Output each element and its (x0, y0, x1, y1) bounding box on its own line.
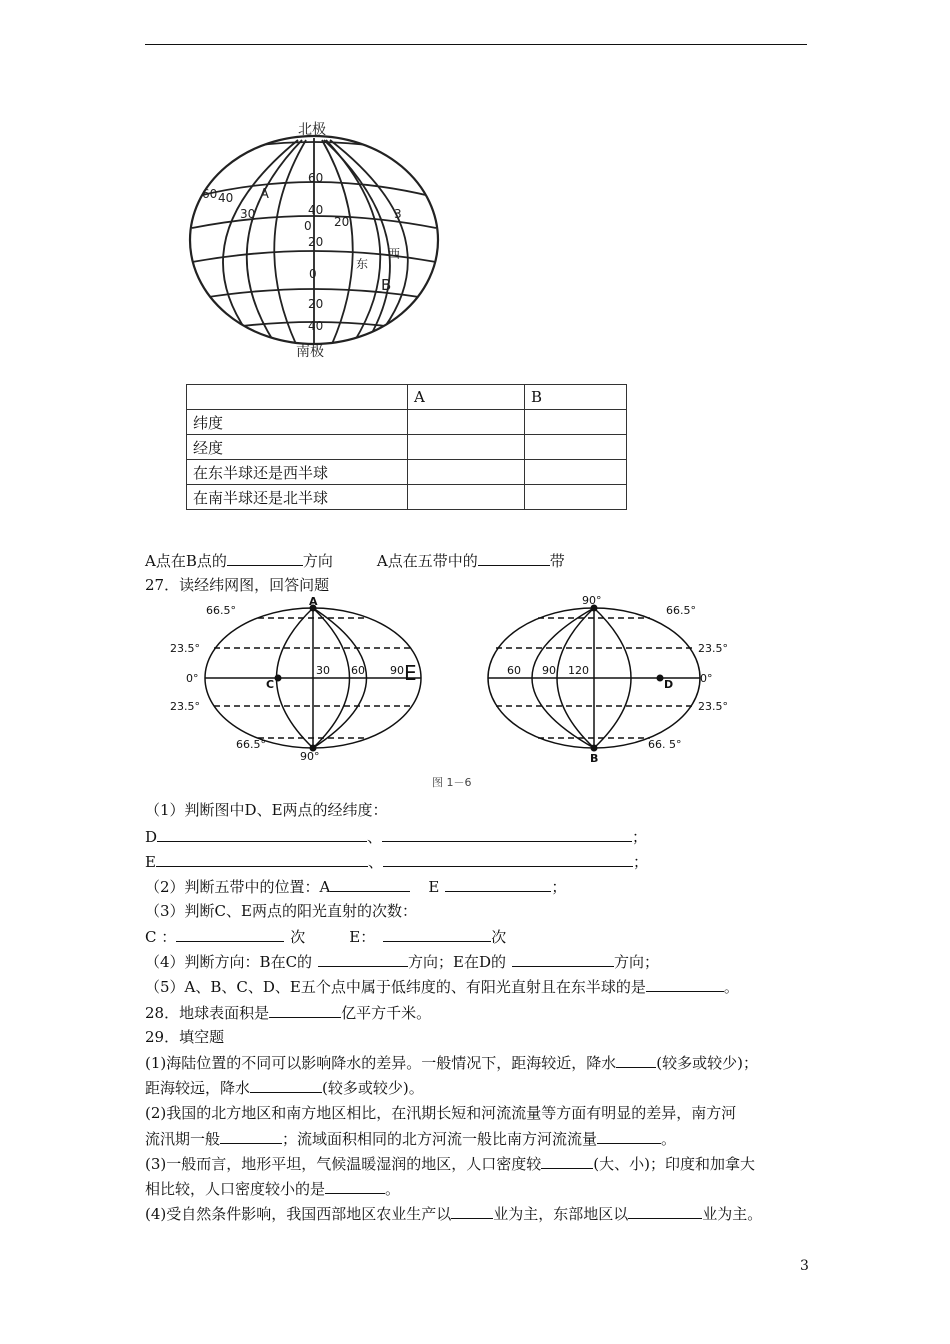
q28-text: 28．地球表面积是 (145, 1004, 270, 1022)
q27-sub1: （1）判断图中D、E两点的经纬度： (145, 801, 388, 819)
q27-text: E (428, 878, 440, 896)
globe-lat-0: 0 (309, 267, 317, 281)
globe-lon-east: 东 (356, 257, 369, 271)
q29-text: (3)一般而言，地形平坦，气候温暖湿润的地区，人口密度较 (145, 1155, 542, 1173)
answer-blank[interactable] (176, 926, 284, 942)
d-label: D (145, 828, 158, 846)
south-pole-label: 南极 (296, 344, 324, 360)
table-header-cell (187, 385, 408, 410)
left-bottom-lon: 90° (300, 750, 320, 763)
table-row (187, 385, 627, 410)
answer-blank[interactable] (512, 951, 614, 967)
q28-text: 亿平方千米。 (341, 1004, 432, 1022)
left-lon-30: 30 (316, 664, 330, 677)
q29-text: 。 (385, 1180, 401, 1198)
right-lat-235n: 23.5° (698, 642, 728, 655)
table-cell-b (525, 460, 627, 485)
q29-text: 流汛期一般 (145, 1130, 221, 1148)
table-cell-a (408, 435, 525, 460)
q29-p3-l2 (145, 1178, 400, 1199)
q27-text: C ： (145, 928, 177, 946)
q28-line (145, 1002, 431, 1023)
answer-blank[interactable] (383, 851, 633, 867)
table-row-label: 在东半球还是西半球 (187, 460, 408, 485)
q29-text: (1)海陆位置的不同可以影响降水的差异。一般情况下，距海较近，降水 (145, 1054, 617, 1072)
right-point-d-dot (657, 675, 664, 682)
right-point-b-dot (591, 745, 598, 752)
q27-sub3: （3）判断C、E两点的阳光直射的次数： (145, 902, 417, 920)
table-header-b: B (525, 385, 627, 410)
answer-blank[interactable] (157, 826, 367, 842)
q29-p1-l1 (145, 1052, 758, 1073)
table-header-a: A (408, 385, 525, 410)
left-point-e-label: E (404, 661, 417, 685)
q27-text: （5）A、B、C、D、E五个点中属于低纬度的、有阳光直射且在东半球的是 (145, 978, 646, 996)
answer-blank[interactable] (445, 876, 551, 892)
end: ； (632, 853, 648, 871)
q29-text: 业为主，东部地区以 (493, 1205, 629, 1223)
q27-text: （2）判断五带中的位置：A (145, 878, 331, 896)
q27-sub4 (145, 951, 659, 972)
globe-figure (178, 118, 450, 380)
globe-char-3: 3 (394, 207, 402, 221)
q26-text: A点在五带中的 (376, 552, 478, 570)
right-point-d-label: D (664, 678, 674, 691)
left-lat-235s: 23.5° (170, 700, 200, 713)
left-point-a-label: A (309, 596, 318, 608)
right-lon-60: 60 (507, 664, 521, 677)
end: ； (632, 828, 648, 846)
q27-sub5 (145, 976, 739, 997)
q29-text: (较多或较少)； (656, 1054, 758, 1072)
globe-point-a: A (260, 187, 269, 202)
answer-blank[interactable] (250, 1077, 322, 1093)
left-lat-665s: 66.5° (236, 738, 266, 751)
left-lat-665n: 66.5° (206, 604, 236, 617)
q29-text: 相比较，人口密度较小的是 (145, 1180, 326, 1198)
q29-p2-l2 (145, 1128, 676, 1149)
table-cell-a (408, 410, 525, 435)
right-lat-665n: 66.5° (666, 604, 696, 617)
left-lon-90: 90 (390, 664, 404, 677)
globe-lon-20: 20 (334, 215, 350, 229)
table-cell-a (408, 460, 525, 485)
lat-lon-grid-figure (170, 596, 750, 788)
sep: 、 (367, 853, 383, 871)
answer-blank[interactable] (269, 1002, 341, 1018)
q27-d-line (145, 826, 647, 847)
q27-e-line (145, 851, 648, 872)
table-row-label: 纬度 (187, 410, 408, 435)
q27-text: 次 (290, 928, 306, 946)
answer-blank[interactable] (646, 976, 724, 992)
table-row (187, 460, 627, 485)
q27-title: 27．读经纬网图，回答问题 (145, 576, 330, 594)
right-lat-665s: 66. 5° (648, 738, 682, 751)
header-rule (145, 44, 807, 45)
q29-p1-l2 (145, 1077, 424, 1098)
table-cell-b (525, 435, 627, 460)
q29-p3-l1 (145, 1153, 755, 1174)
globe-lon-60: 60 (202, 187, 218, 201)
globe-lon-west: 西 (388, 247, 401, 261)
q29-text: ；流域面积相同的北方河流一般比南方河流流量 (282, 1130, 598, 1148)
table-row-label: 经度 (187, 435, 408, 460)
q26-text: 带 (549, 552, 565, 570)
q29-p4 (145, 1203, 762, 1224)
answer-blank[interactable] (541, 1153, 593, 1169)
globe-lon-30: 30 (240, 207, 256, 221)
globe-lat-20: 20 (308, 235, 324, 249)
answer-blank[interactable] (220, 1128, 282, 1144)
left-lon-60: 60 (351, 664, 365, 677)
answer-blank[interactable] (156, 851, 368, 867)
q26-direction-line (145, 550, 565, 571)
globe-lat-40: 40 (308, 203, 324, 217)
answer-blank[interactable] (628, 1203, 702, 1219)
q27-text: 方向； (614, 953, 660, 971)
table-cell-b (525, 485, 627, 510)
globe-point-b: B (381, 276, 392, 294)
right-top-lon: 90° (582, 596, 602, 607)
q27-text: 方向；E在D的 (408, 953, 507, 971)
globe-lon-40: 40 (218, 191, 234, 205)
q29-text: (较多或较少)。 (322, 1079, 424, 1097)
table-row (187, 485, 627, 510)
figure-caption: 图 1－6 (432, 776, 472, 788)
q29-title: 29．填空题 (145, 1028, 225, 1046)
q26-text: A点在B点的 (145, 552, 227, 570)
answer-blank[interactable] (325, 1178, 385, 1194)
left-point-c-label: C (266, 678, 275, 691)
table-row (187, 410, 627, 435)
left-lat-0: 0° (186, 672, 199, 685)
right-lat-0: 0° (700, 672, 713, 685)
q27-text: ； (551, 878, 567, 896)
answer-blank[interactable] (478, 550, 550, 566)
q29-text: 。 (661, 1130, 677, 1148)
right-lon-90: 90 (542, 664, 556, 677)
table-row-label: 在南半球还是北半球 (187, 485, 408, 510)
q27-text: 。 (723, 978, 739, 996)
q29-text: 业为主。 (702, 1205, 763, 1223)
answer-blank[interactable] (382, 826, 632, 842)
table-cell-b (525, 410, 627, 435)
globe-lat-60: 60 (308, 171, 324, 185)
table-row (187, 435, 627, 460)
q29-text: (大、小)；印度和加拿大 (593, 1155, 755, 1173)
q26-text: 方向 (302, 552, 333, 570)
left-lat-235n: 23.5° (170, 642, 200, 655)
page-number: 3 (800, 1258, 809, 1274)
left-grid (205, 608, 421, 748)
sep: 、 (367, 828, 383, 846)
answer-blank[interactable] (597, 1128, 661, 1144)
globe-lon-0: 0 (304, 219, 312, 233)
q27-text: E： (349, 928, 376, 946)
answer-blank[interactable] (451, 1203, 493, 1219)
right-lat-235s: 23.5° (698, 700, 728, 713)
left-point-c-dot (275, 675, 282, 682)
right-point-b-label: B (590, 752, 599, 765)
answer-blank[interactable] (318, 951, 408, 967)
q27-sub3-answers (145, 926, 506, 947)
q27-text: （4）判断方向：B在C的 (145, 953, 313, 971)
north-pole-label: 北极 (298, 122, 326, 138)
q27-sub2 (145, 876, 566, 897)
answer-blank[interactable] (227, 550, 303, 566)
q29-text: (4)受自然条件影响，我国西部地区农业生产以 (145, 1205, 452, 1223)
q29-text: 距海较远，降水 (145, 1079, 251, 1097)
globe-lat-20s: 20 (308, 297, 324, 311)
answer-blank[interactable] (383, 926, 491, 942)
answer-blank[interactable] (616, 1052, 656, 1068)
right-lon-120: 120 (568, 664, 589, 677)
q29-p2-l1: (2)我国的北方地区和南方地区相比，在汛期长短和河流流量等方面有明显的差异，南方河 (145, 1104, 737, 1122)
e-label: E (145, 853, 156, 871)
globe-lat-40s: 40 (308, 319, 324, 333)
q27-text: 次 (491, 928, 507, 946)
globe-info-table (186, 384, 627, 510)
answer-blank[interactable] (330, 876, 410, 892)
table-cell-a (408, 485, 525, 510)
